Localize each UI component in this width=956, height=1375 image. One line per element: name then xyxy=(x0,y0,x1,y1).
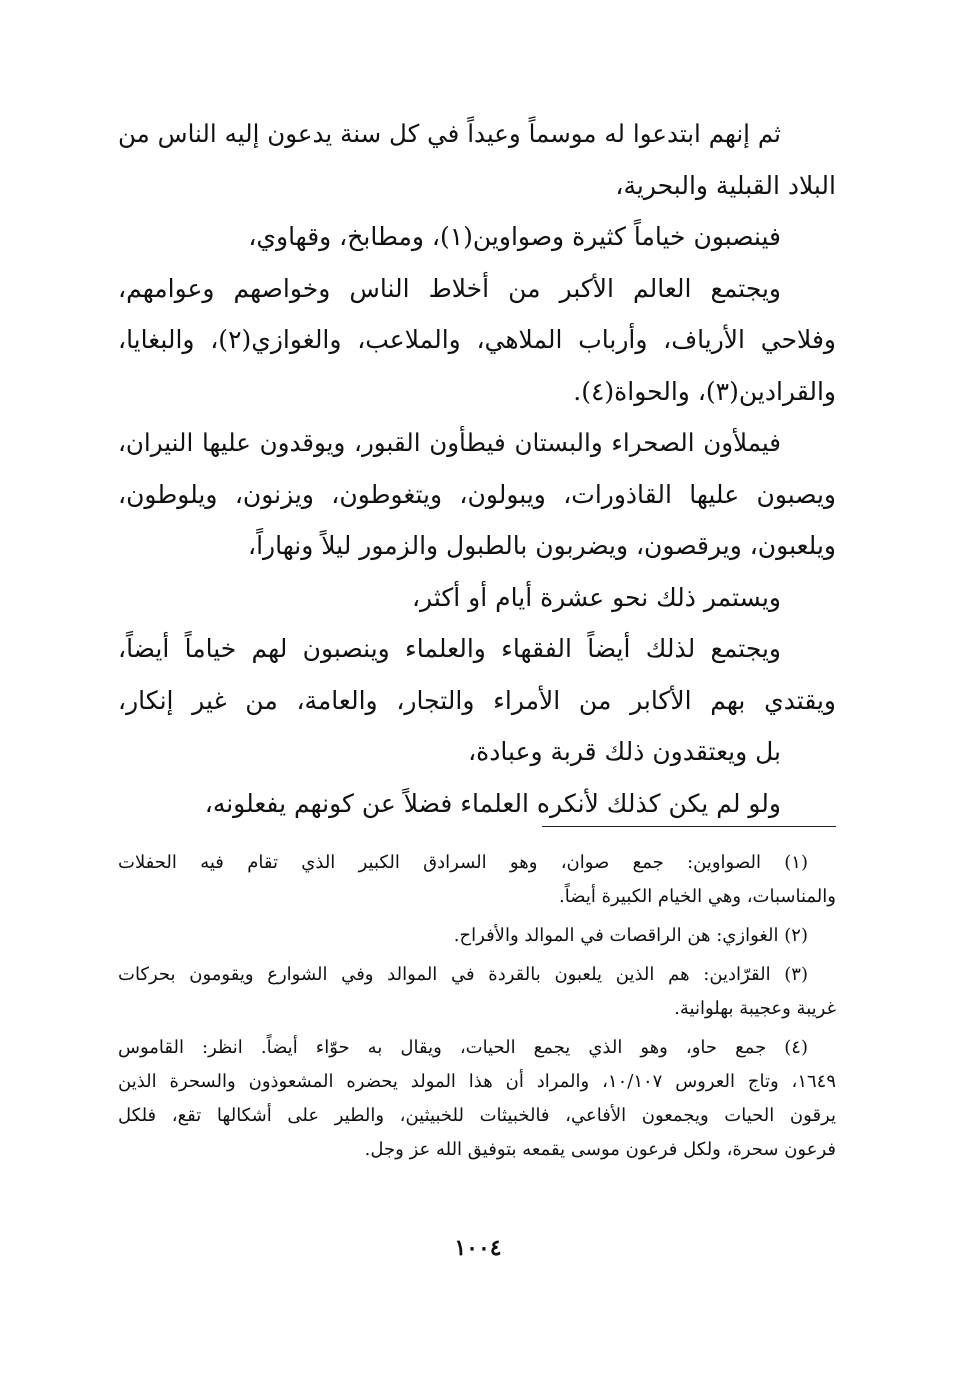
text-line: البلاد القبلية والبحرية، xyxy=(615,170,836,200)
text-line: ويلعبون، ويرقصون، ويضربون بالطبول والزمور ليلاً ونهاراً، xyxy=(248,531,836,560)
footnote-1: (١) الصواوين: جمع صوان، وهو السرادق الكبير الذي تقام فيه الحفلات xyxy=(118,852,808,873)
text-line: ويستمر ذلك نحو عشرة أيام أو أكثر، xyxy=(411,582,781,612)
text-line: وفلاحي الأرياف، وأرباب الملاهي، والملاعب، والغوازي(٢)، والبغايا، xyxy=(118,325,836,354)
text-line: ويقتدي بهم الأكابر من الأمراء والتجار، والعامة، من غير إنكار، xyxy=(118,685,836,715)
footnote-3-continued: غريبة وعجيبة بهلوانية. xyxy=(674,998,836,1019)
footnotes xyxy=(118,846,836,1167)
footnote-2: (٢) الغوازي: هن الراقصات في الموالد والأفراح. xyxy=(453,925,808,946)
text-line: ويجتمع لذلك أيضاً الفقهاء والعلماء وينصبون لهم خياماً أيضاً، xyxy=(118,634,781,663)
footnote-4-continued: يرقون الحيات ويجمعون الأفاعي، فالخبيثات للخبيثين، والطير على أشكالها تقع، فلكل xyxy=(118,1105,836,1126)
text-line: ثم إنهم ابتدعوا له موسماً وعيداً في كل سنة يدعون إليه الناس من xyxy=(118,119,781,148)
footnote-3: (٣) القرّادين: هم الذين يلعبون بالقردة في الموالد وفي الشوارع ويقومون بحركات xyxy=(118,964,808,985)
text-line: ولو لم يكن كذلك لأنكره العلماء فضلاً عن كونهم يفعلونه، xyxy=(204,788,781,818)
text-line: ويصبون عليها القاذورات، ويبولون، ويتغوطون، ويزنون، ويلوطون، xyxy=(118,479,836,509)
text-line: والقرادين(٣)، والحواة(٤). xyxy=(573,376,836,406)
footnote-1-continued: والمناسبات، وهي الخيام الكبيرة أيضاً. xyxy=(559,886,836,907)
text-line: ويجتمع العالم الأكبر من أخلاط الناس وخواصهم وعوامهم، xyxy=(118,273,781,303)
footnote-4-continued: ١٦٤٩، وتاج العروس ١٠/١٠٧، والمراد أن هذا المولد يحضره المشعوذون والسحرة الذين xyxy=(118,1071,836,1092)
text-line: بل ويعتقدون ذلك قربة وعبادة، xyxy=(468,737,781,766)
footnote-4: (٤) جمع حاو، وهو الذي يجمع الحيات، ويقال به حوّاء أيضاً. انظر: القاموس xyxy=(118,1037,808,1058)
text-line: فينصبون خياماً كثيرة وصواوين(١)، ومطابخ، وقهاوي، xyxy=(248,222,781,251)
page-number: ١٠٠٤ xyxy=(454,1235,502,1261)
main-text xyxy=(118,108,836,829)
footnote-separator xyxy=(542,826,836,827)
footnote-4-continued: فرعون سحرة، ولكل فرعون موسى يقمعه بتوفيق الله عز وجل. xyxy=(364,1139,836,1160)
text-line: فيملأون الصحراء والبستان فيطأون القبور، ويوقدون عليها النيران، xyxy=(118,428,781,457)
